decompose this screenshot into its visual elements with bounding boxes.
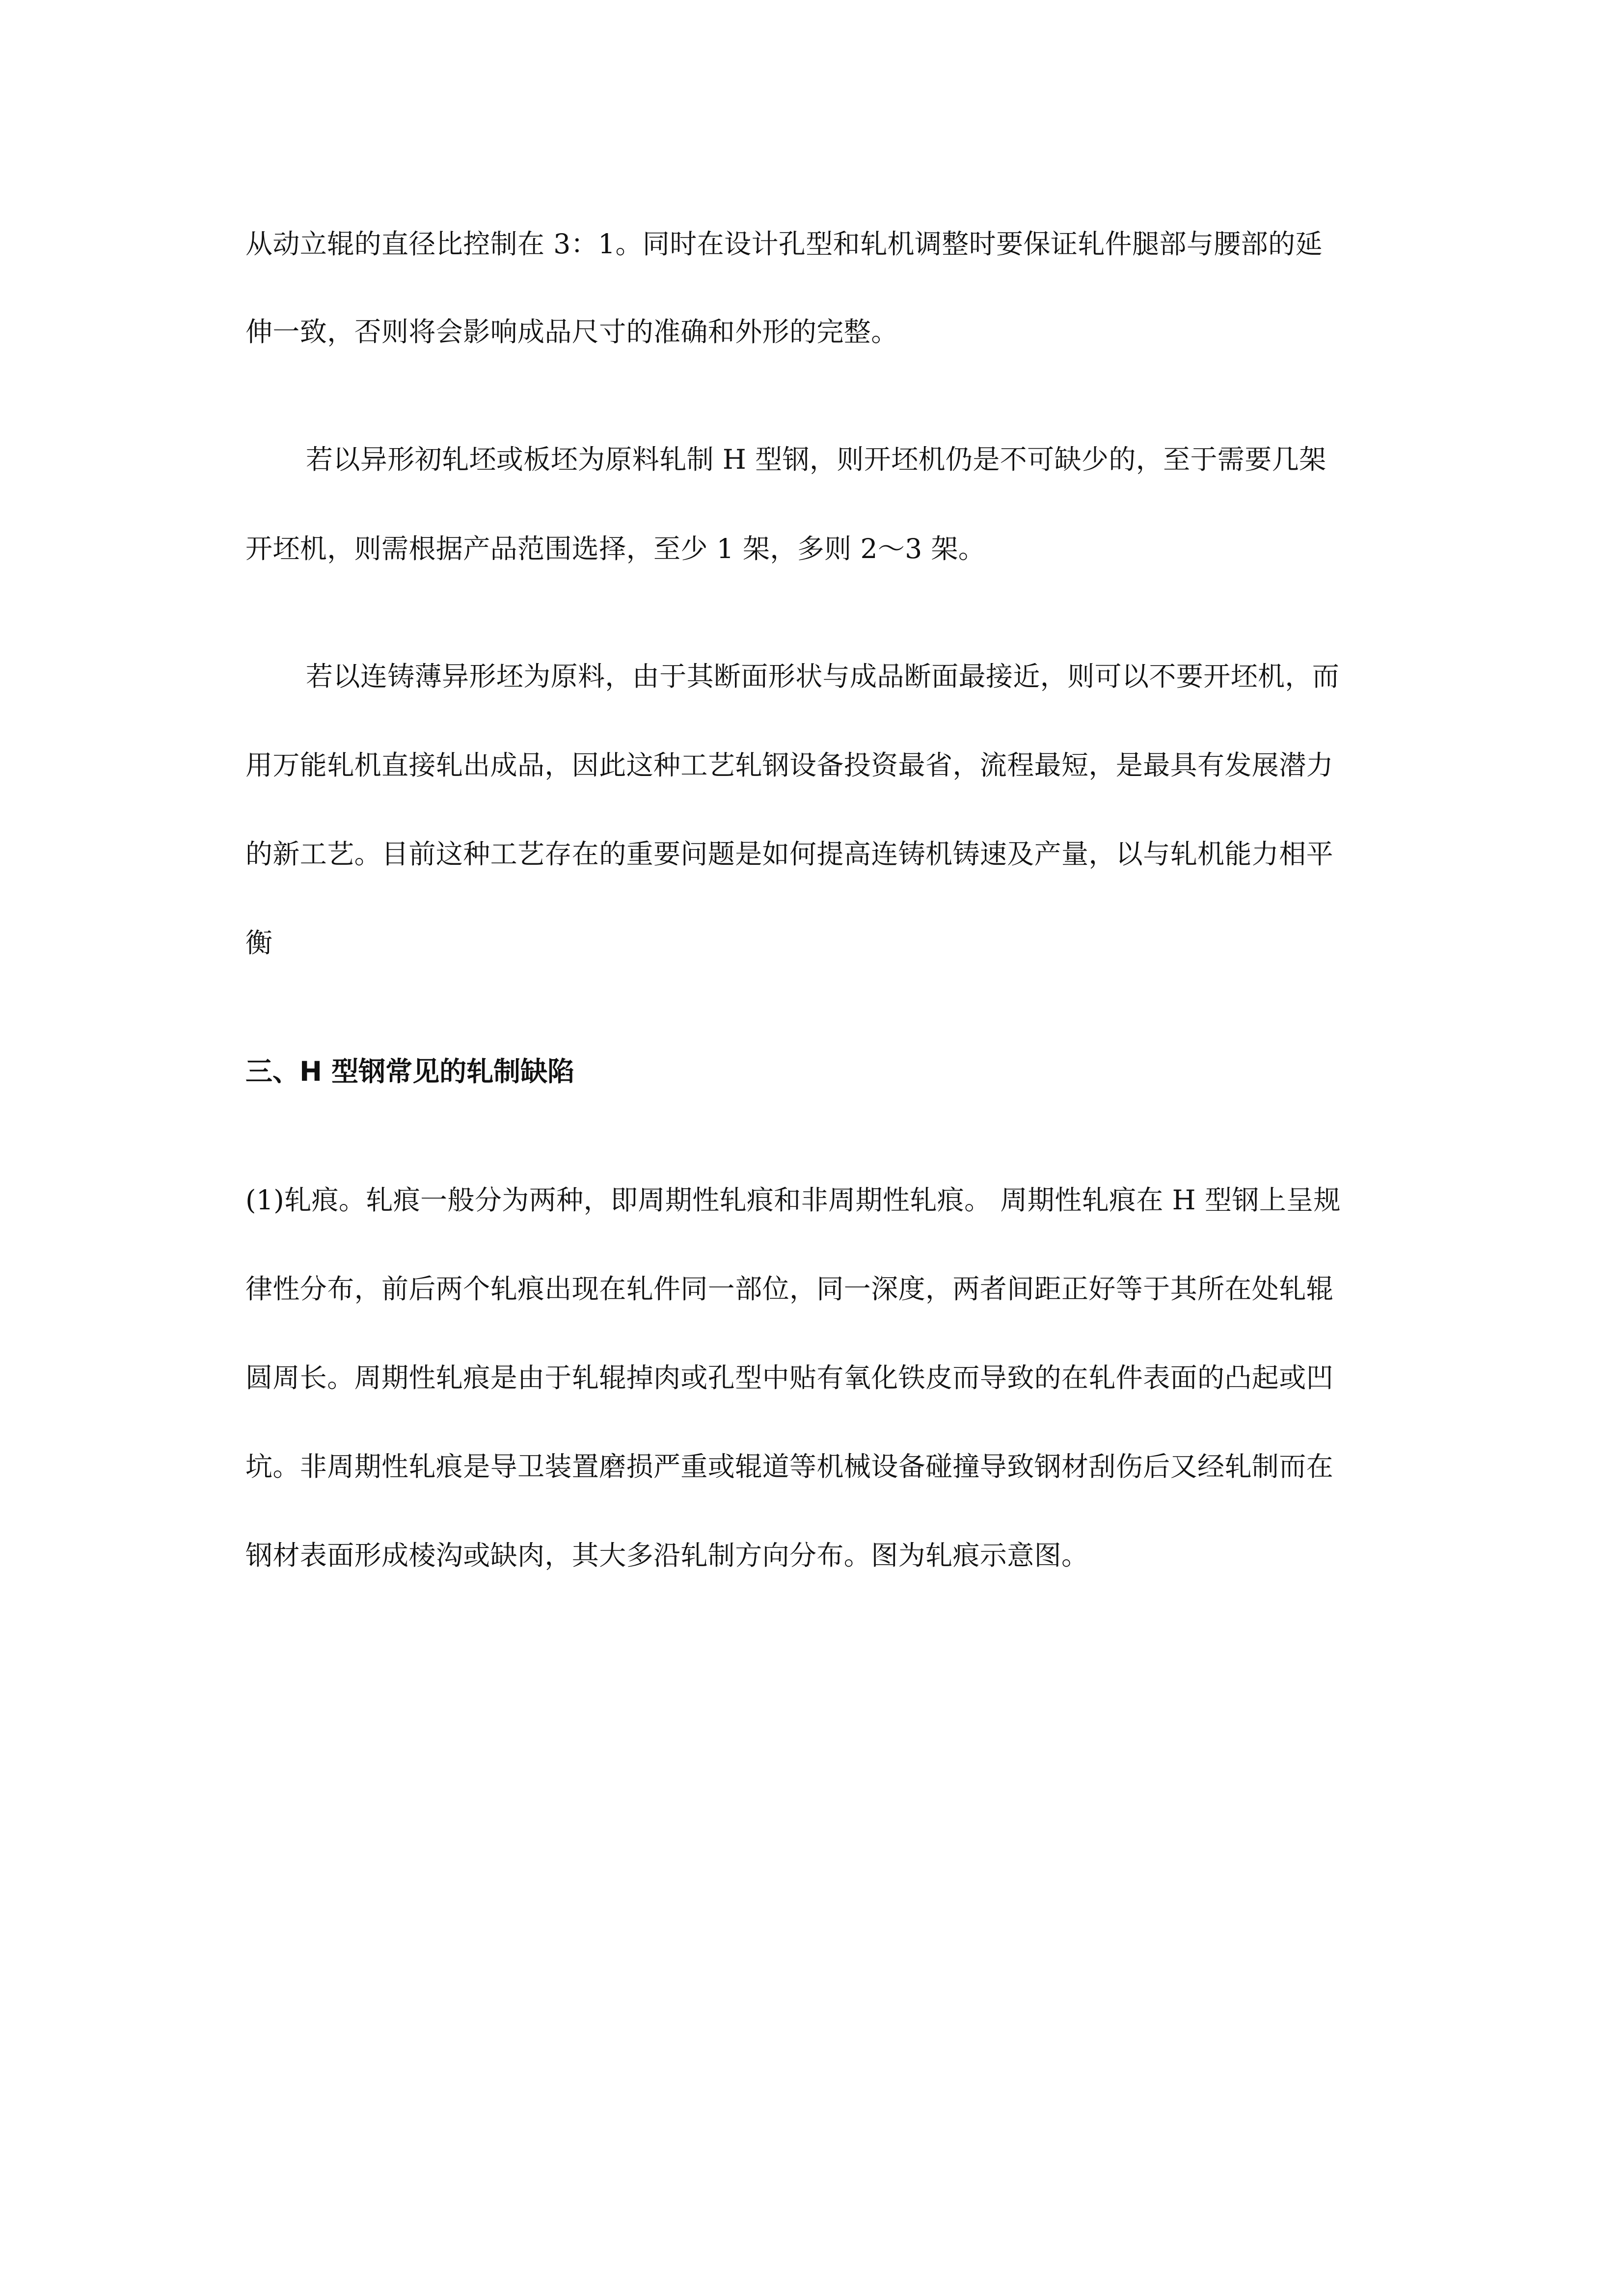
section-line-3: 圆周长。周期性轧痕是由于轧辊掉肉或孔型中贴有氧化铁皮而导致的在轧件表面的凸起或凹 [245, 1362, 1334, 1393]
paragraph-3-line-1: 若以连铸薄异形坯为原料，由于其断面形状与成品断面最接近，则可以不要开坯机，而 [306, 661, 1340, 692]
paragraph-3-line-4: 衡 [245, 927, 273, 959]
section-line-5: 钢材表面形成棱沟或缺肉，其大多沿轧制方向分布。图为轧痕示意图。 [245, 1540, 1089, 1571]
paragraph-3-line-3: 的新工艺。目前这种工艺存在的重要问题是如何提高连铸机铸速及产量，以与轧机能力相平 [245, 838, 1334, 870]
section-line-1: (1)轧痕。轧痕一般分为两种，即周期性轧痕和非周期性轧痕。 周期性轧痕在 H 型钢上呈规 [245, 1184, 1341, 1216]
paragraph-2-line-1: 若以异形初轧坯或板坯为原料轧制 H 型钢，则开坯机仍是不可缺少的，至于需要几架 [306, 444, 1326, 475]
paragraph-2-line-2: 开坯机，则需根据产品范围选择，至少 1 架，多则 2～3 架。 [245, 533, 986, 564]
paragraph-3-line-2: 用万能轧机直接轧出成品，因此这种工艺轧钢设备投资最省，流程最短，是最具有发展潜力 [245, 749, 1334, 781]
paragraph-1-line-2: 伸一致，否则将会影响成品尺寸的准确和外形的完整。 [245, 316, 898, 347]
section-line-2: 律性分布，前后两个轧痕出现在轧件同一部位，同一深度，两者间距正好等于其所在处轧辊 [245, 1273, 1334, 1305]
section-heading: 三、H 型钢常见的轧制缺陷 [245, 1056, 575, 1087]
paragraph-1-line-1: 从动立辊的直径比控制在 3：1。同时在设计孔型和轧机调整时要保证轧件腿部与腰部的延 [245, 228, 1323, 260]
section-line-4: 坑。非周期性轧痕是导卫装置磨损严重或辊道等机械设备碰撞导致钢材刮伤后又经轧制而在 [245, 1451, 1334, 1482]
